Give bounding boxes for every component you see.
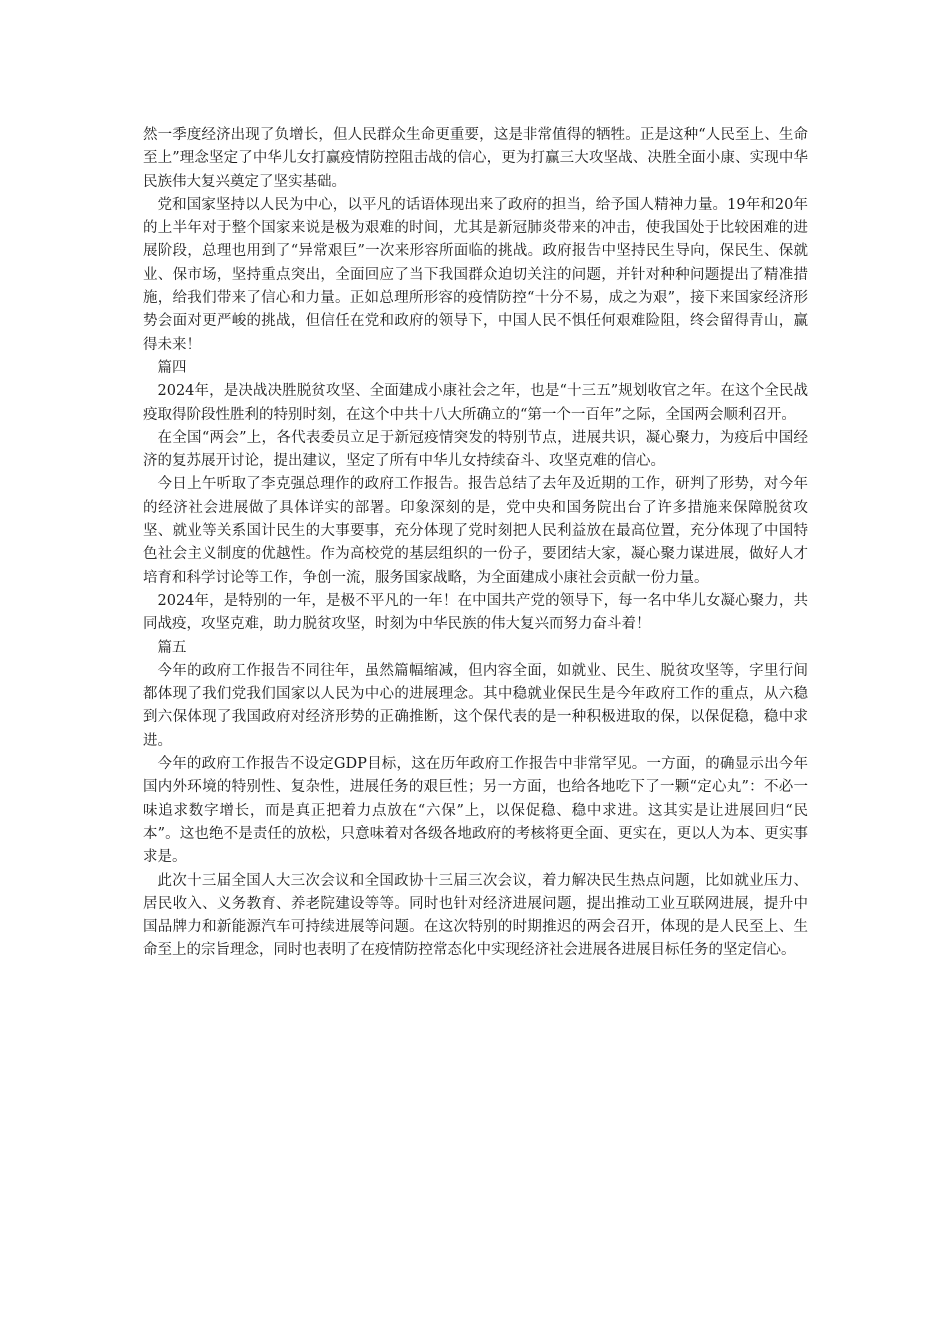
paragraph: 今日上午听取了李克强总理作的政府工作报告。报告总结了去年及近期的工作，研判了形势，对今年的经济社会进展做了具体详实的部署。印象深刻的是，党中央和国务院出台了许多措施来保障脱贫攻坚、就业等关系国计民生的大事要事，充分体现了党时刻把人民利益放在最高位置，充分体现了中国特色社会主义制度的优越性。作为高校党的基层组织的一份子，要团结大家，凝心聚力谋进展，做好人才培育和科学讨论等工作，争创一流，服务国家战略，为全面建成小康社会贡献一份力量。 <box>143 476 808 586</box>
paragraph: 2024年，是特别的一年，是极不平凡的一年！在中国共产党的领导下，每一名中华儿女凝心聚力，共同战疫，攻坚克难，助力脱贫攻坚，时刻为中华民族的伟大复兴而努力奋斗着！ <box>143 592 808 633</box>
paragraph: 今年的政府工作报告不设定GDP目标，这在历年政府工作报告中非常罕见。一方面，的确显示出今年国内外环境的特别性、复杂性，进展任务的艰巨性；另一方面，也给各地吃下了一颗“定心丸”：不必一味追求数字增长，而是真正把着力点放在“六保”上，以保促稳、稳中求进。这其实是让进展回归“民本”。这也绝不是责任的放松，只意味着对各级各地政府的考核将更全面、更实在，更以人为本、更实事求是。 <box>143 756 808 866</box>
paragraph: 2024年，是决战决胜脱贫攻坚、全面建成小康社会之年，也是“十三五”规划收官之年。在这个全民战疫取得阶段性胜利的特别时刻，在这个中共十八大所确立的“第一个一百年”之际，全国两会顺利召开。 <box>143 383 808 423</box>
paragraph: 党和国家坚持以人民为中心，以平凡的话语体现出来了政府的担当，给予国人精神力量。19年和20年的上半年对于整个国家来说是极为艰难的时间，尤其是新冠肺炎带来的冲击，使我国处于比较困难的进展阶段，总理也用到了“异常艰巨”一次来形容所面临的挑战。政府报告中坚持民生导向，保民生、保就业、保市场，坚持重点突出，全面回应了当下我国群众迫切关注的问题，并针对种种问题提出了精准措施，给我们带来了信心和力量。正如总理所形容的疫情防控“十分不易，成之为艰”，接下来国家经济形势会面对更严峻的挑战，但信任在党和政府的领导下，中国人民不惧任何艰难险阻，终会留得青山，赢得未来！ <box>143 196 808 353</box>
paragraph: 在全国“两会”上，各代表委员立足于新冠疫情突发的特别节点，进展共识，凝心聚力，为疫后中国经济的复苏展开讨论，提出建议，坚定了所有中华儿女持续奋斗、攻坚克难的信心。 <box>143 429 808 470</box>
section-heading-part-five: 篇五 <box>157 639 187 656</box>
paragraph: 今年的政府工作报告不同往年，虽然篇幅缩减，但内容全面，如就业、民生、脱贫攻坚等，字里行间都体现了我们党我们国家以人民为中心的进展理念。其中稳就业保民生是今年政府工作的重点，从六稳到六保体现了我国政府对经济形势的正确推断，这个保代表的是一种积极进取的保，以保促稳，稳中求进。 <box>143 662 808 749</box>
section-heading-part-four: 篇四 <box>157 359 187 376</box>
paragraph-continuation: 然一季度经济出现了负增长，但人民群众生命更重要，这是非常值得的牺牲。正是这种“人民至上、生命至上”理念坚定了中华儿女打赢疫情防控阻击战的信心，更为打赢三大攻坚战、决胜全面小康、实现中华民族伟大复兴奠定了坚实基础。 <box>143 127 808 190</box>
document-page <box>143 124 808 963</box>
paragraph: 此次十三届全国人大三次会议和全国政协十三届三次会议，着力解决民生热点问题，比如就业压力、居民收入、义务教育、养老院建设等等。同时也针对经济进展问题，提出推动工业互联网进展，提升中国品牌力和新能源汽车可持续进展等问题。在这次特别的时期推迟的两会召开，体现的是人民至上、生命至上的宗旨理念，同时也表明了在疫情防控常态化中实现经济社会进展各进展目标任务的坚定信心。 <box>143 872 808 959</box>
